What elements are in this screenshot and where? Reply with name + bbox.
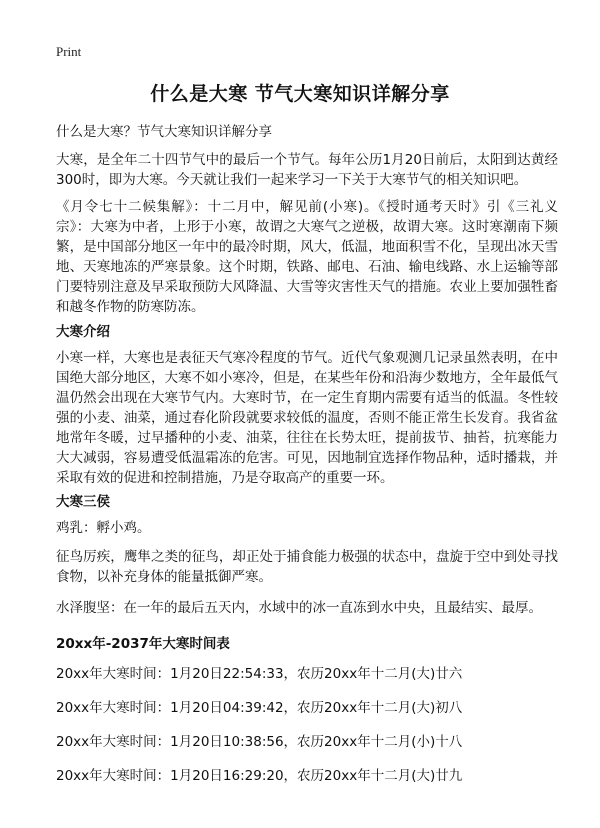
hou-paragraph-3: 水泽腹坚：在一年的最后五天内，水域中的冰一直冻到水中央，且最结实、最厚。 [56,600,542,616]
schedule-line: 20xx年大寒时间：1月20日16:29:20，农历20xx年十二月(大)廿九 [56,768,463,784]
schedule-line: 20xx年大寒时间：1月20日10:38:56，农历20xx年十二月(小)十八 [56,734,463,750]
page-title: 什么是大寒 节气大寒知识详解分享 [150,83,450,105]
article-subtitle: 什么是大寒？节气大寒知识详解分享 [56,124,272,140]
hou-paragraph-2: 征鸟厉疾，鹰隼之类的征鸟，却正处于捕食能力极强的状态中，盘旋于空中到处寻找食物，以补充身体的能量抵御严寒。 [56,549,558,585]
schedule-line: 20xx年大寒时间：1月20日22:54:33，农历20xx年十二月(大)廿六 [56,666,463,682]
section-heading-introduction: 大寒介绍 [56,324,110,340]
print-link[interactable]: Print [56,44,82,59]
section-heading-schedule: 20xx年-2037年大寒时间表 [56,636,230,652]
hou-paragraph-1: 鸡乳：孵小鸡。 [56,520,151,536]
section-introduction-paragraph: 小寒一样，大寒也是表征天气寒冷程度的节气。近代气象观测几记录虽然表明，在中国绝大部分地区，大寒不如小寒冷，但是，在某些年份和沿海少数地方，全年最低气温仍然会出现在大寒节气内。大寒时节，在一定生育期内需要有适当的低温。冬性较强的小麦、油菜，通过春化阶段就要求较低的温度，否则不能正常生长发育。我省盆地常年冬暖，过早播种的小麦、油菜，往往在长势太旺，提前拔节、抽苔，抗寒能力大大减弱，容易遭受低温霜冻的危害。可见，因地制宜选择作物品种，适时播栽，并采取有效的促进和控制措施，乃是夺取高产的重要一环。 [56,350,558,486]
intro-paragraph-2: 《月令七十二候集解》：十二月中，解见前(小寒)。《授时通考天时》引《三礼义宗》：大寒为中者，上形于小寒，故谓之大寒气之逆极，故谓大寒。这时寒潮南下频繁，是中国部分地区一年中的最冷时期，风大，低温，地面积雪不化，呈现出冰天雪地、天寒地冻的严寒景象。这个时期，铁路、邮电、石油、输电线路、水上运输等部门要特别注意及早采取预防大风降温、大雪等灾害性天气的措施。农业上要加强牲畜和越冬作物的防寒防冻。 [56,199,558,315]
schedule-line: 20xx年大寒时间：1月20日04:39:42，农历20xx年十二月(大)初八 [56,700,463,716]
section-heading-three-hou: 大寒三侯 [56,494,110,510]
intro-paragraph-1: 大寒，是全年二十四节气中的最后一个节气。每年公历1月20日前后，太阳到达黄经300时，即为大寒。今天就让我们一起来学习一下关于大寒节气的相关知识吧。 [56,152,558,188]
